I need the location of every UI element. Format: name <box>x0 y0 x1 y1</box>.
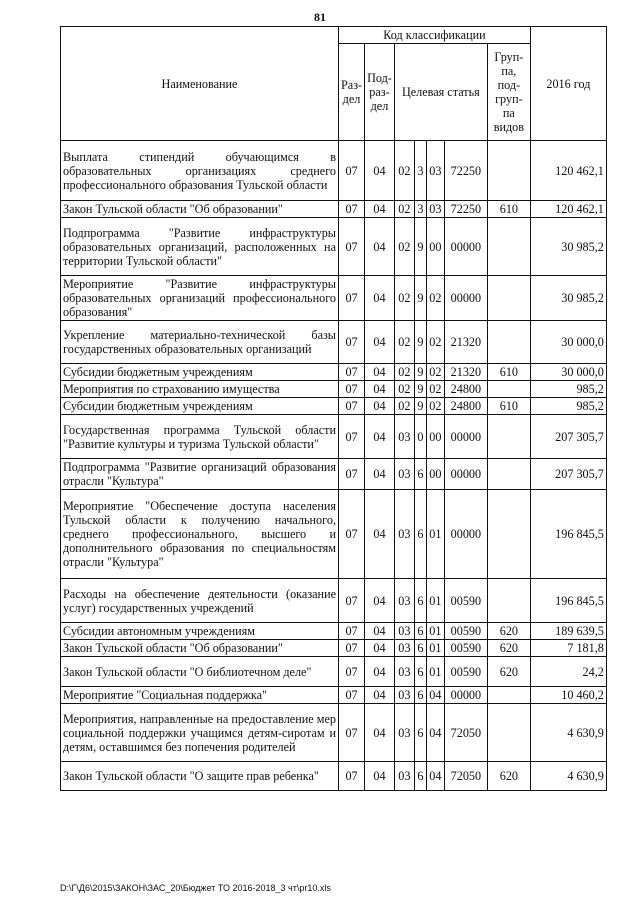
target-event: 00 <box>426 218 444 276</box>
target-event: 02 <box>426 276 444 321</box>
target-subprogram: 6 <box>414 762 426 791</box>
row-name: Закон Тульской области "О защите прав ребенка" <box>61 762 339 791</box>
table-row <box>61 398 607 415</box>
target-program: 03 <box>394 704 414 762</box>
target-subprogram: 9 <box>414 276 426 321</box>
expense-group <box>487 687 530 704</box>
target-subprogram: 9 <box>414 321 426 364</box>
section-code: 07 <box>339 623 365 640</box>
subsection-code: 04 <box>365 364 395 381</box>
target-direction: 72050 <box>444 704 487 762</box>
amount-2016: 30 985,2 <box>530 276 606 321</box>
target-event: 03 <box>426 141 444 201</box>
target-subprogram: 9 <box>414 218 426 276</box>
page-number: 81 <box>314 10 326 24</box>
table-row <box>61 579 607 623</box>
budget-table <box>60 26 607 791</box>
amount-2016: 207 305,7 <box>530 415 606 459</box>
target-direction: 00000 <box>444 459 487 490</box>
row-name: Мероприятия, направленные на предоставление мер социальной поддержки учащимся детям-сиротам и детям, оставшимся без попечения родителей <box>61 704 339 762</box>
table-row <box>61 381 607 398</box>
section-code: 07 <box>339 321 365 364</box>
table-row <box>61 640 607 657</box>
table-row <box>61 201 607 218</box>
amount-2016: 189 639,5 <box>530 623 606 640</box>
target-program: 02 <box>394 381 414 398</box>
target-program: 02 <box>394 321 414 364</box>
target-direction: 00000 <box>444 490 487 579</box>
target-program: 02 <box>394 276 414 321</box>
target-direction: 24800 <box>444 398 487 415</box>
amount-2016: 10 460,2 <box>530 687 606 704</box>
expense-group <box>487 141 530 201</box>
row-name: Мероприятие "Обеспечение доступа населения Тульской области к получению начального, среднего профессионального, высшего и дополнительного образования по специальностям отрасли "Культура" <box>61 490 339 579</box>
row-name: Закон Тульской области "О библиотечном деле" <box>61 657 339 687</box>
target-event: 01 <box>426 640 444 657</box>
section-code: 07 <box>339 218 365 276</box>
subsection-code: 04 <box>365 579 395 623</box>
subsection-code: 04 <box>365 141 395 201</box>
header-name: Наименование <box>61 27 339 141</box>
target-program: 02 <box>394 218 414 276</box>
target-program: 03 <box>394 459 414 490</box>
expense-group: 610 <box>487 398 530 415</box>
target-subprogram: 3 <box>414 201 426 218</box>
target-subprogram: 6 <box>414 704 426 762</box>
amount-2016: 120 462,1 <box>530 201 606 218</box>
target-program: 03 <box>394 490 414 579</box>
table-row <box>61 459 607 490</box>
target-event: 04 <box>426 762 444 791</box>
target-direction: 00590 <box>444 657 487 687</box>
subsection-code: 04 <box>365 398 395 415</box>
row-name: Выплата стипендий обучающимся в образовательных организациях среднего профессионального образования Тульской области <box>61 141 339 201</box>
target-event: 02 <box>426 381 444 398</box>
amount-2016: 30 000,0 <box>530 364 606 381</box>
target-program: 02 <box>394 201 414 218</box>
target-program: 03 <box>394 687 414 704</box>
subsection-code: 04 <box>365 490 395 579</box>
target-direction: 00590 <box>444 623 487 640</box>
target-subprogram: 9 <box>414 364 426 381</box>
subsection-code: 04 <box>365 687 395 704</box>
row-name: Закон Тульской области "Об образовании" <box>61 640 339 657</box>
target-event: 02 <box>426 364 444 381</box>
subsection-code: 04 <box>365 415 395 459</box>
target-program: 02 <box>394 364 414 381</box>
section-code: 07 <box>339 381 365 398</box>
expense-group <box>487 276 530 321</box>
amount-2016: 4 630,9 <box>530 762 606 791</box>
section-code: 07 <box>339 704 365 762</box>
table-row <box>61 276 607 321</box>
table-row <box>61 657 607 687</box>
amount-2016: 7 181,8 <box>530 640 606 657</box>
section-code: 07 <box>339 201 365 218</box>
table-row <box>61 218 607 276</box>
target-program: 02 <box>394 398 414 415</box>
expense-group <box>487 321 530 364</box>
target-program: 03 <box>394 657 414 687</box>
target-event: 03 <box>426 201 444 218</box>
section-code: 07 <box>339 364 365 381</box>
target-direction: 21320 <box>444 364 487 381</box>
table-row <box>61 490 607 579</box>
amount-2016: 120 462,1 <box>530 141 606 201</box>
expense-group <box>487 218 530 276</box>
expense-group: 620 <box>487 623 530 640</box>
header-subsection: Под- раз- дел <box>365 44 395 141</box>
subsection-code: 04 <box>365 459 395 490</box>
table-row <box>61 364 607 381</box>
target-program: 03 <box>394 640 414 657</box>
row-name: Подпрограмма "Развитие инфраструктуры образовательных организаций, расположенных на территории Тульской области" <box>61 218 339 276</box>
amount-2016: 985,2 <box>530 398 606 415</box>
section-code: 07 <box>339 490 365 579</box>
target-direction: 00000 <box>444 276 487 321</box>
amount-2016: 30 985,2 <box>530 218 606 276</box>
target-subprogram: 9 <box>414 398 426 415</box>
expense-group <box>487 579 530 623</box>
target-subprogram: 6 <box>414 657 426 687</box>
target-subprogram: 6 <box>414 490 426 579</box>
row-name: Субсидии бюджетным учреждениям <box>61 398 339 415</box>
subsection-code: 04 <box>365 657 395 687</box>
target-event: 01 <box>426 657 444 687</box>
expense-group <box>487 704 530 762</box>
subsection-code: 04 <box>365 704 395 762</box>
target-subprogram: 6 <box>414 640 426 657</box>
target-direction: 72250 <box>444 141 487 201</box>
target-subprogram: 3 <box>414 141 426 201</box>
row-name: Субсидии бюджетным учреждениям <box>61 364 339 381</box>
target-event: 02 <box>426 321 444 364</box>
target-direction: 72050 <box>444 762 487 791</box>
target-program: 03 <box>394 415 414 459</box>
row-name: Субсидии автономным учреждениям <box>61 623 339 640</box>
subsection-code: 04 <box>365 640 395 657</box>
target-subprogram: 6 <box>414 687 426 704</box>
target-event: 04 <box>426 687 444 704</box>
target-subprogram: 6 <box>414 459 426 490</box>
target-event: 00 <box>426 415 444 459</box>
target-program: 03 <box>394 762 414 791</box>
target-event: 01 <box>426 490 444 579</box>
expense-group: 610 <box>487 201 530 218</box>
section-code: 07 <box>339 459 365 490</box>
header-code: Код классификации <box>339 27 531 44</box>
amount-2016: 4 630,9 <box>530 704 606 762</box>
header-group: Груп- па, под- груп- па видов <box>487 44 530 141</box>
target-direction: 00590 <box>444 579 487 623</box>
section-code: 07 <box>339 657 365 687</box>
section-code: 07 <box>339 276 365 321</box>
header-row <box>61 27 607 44</box>
subsection-code: 04 <box>365 276 395 321</box>
table-row <box>61 687 607 704</box>
row-name: Мероприятие "Социальная поддержка" <box>61 687 339 704</box>
row-name: Мероприятия по страхованию имущества <box>61 381 339 398</box>
section-code: 07 <box>339 579 365 623</box>
target-event: 02 <box>426 398 444 415</box>
expense-group <box>487 490 530 579</box>
row-name: Укрепление материально-технической базы государственных образовательных организаций <box>61 321 339 364</box>
header-year: 2016 год <box>530 27 606 141</box>
target-subprogram: 6 <box>414 623 426 640</box>
section-code: 07 <box>339 640 365 657</box>
amount-2016: 985,2 <box>530 381 606 398</box>
target-event: 01 <box>426 623 444 640</box>
amount-2016: 196 845,5 <box>530 490 606 579</box>
section-code: 07 <box>339 398 365 415</box>
amount-2016: 207 305,7 <box>530 459 606 490</box>
table-row <box>61 141 607 201</box>
row-name: Государственная программа Тульской области "Развитие культуры и туризма Тульской области" <box>61 415 339 459</box>
target-direction: 00000 <box>444 415 487 459</box>
section-code: 07 <box>339 415 365 459</box>
section-code: 07 <box>339 762 365 791</box>
expense-group <box>487 381 530 398</box>
target-subprogram: 9 <box>414 381 426 398</box>
amount-2016: 30 000,0 <box>530 321 606 364</box>
target-direction: 00590 <box>444 640 487 657</box>
target-direction: 00000 <box>444 687 487 704</box>
row-name: Закон Тульской области "Об образовании" <box>61 201 339 218</box>
expense-group: 620 <box>487 657 530 687</box>
subsection-code: 04 <box>365 201 395 218</box>
header-section: Раз- дел <box>339 44 365 141</box>
amount-2016: 24,2 <box>530 657 606 687</box>
table-row <box>61 623 607 640</box>
expense-group <box>487 415 530 459</box>
target-subprogram: 6 <box>414 579 426 623</box>
file-path-footer: D:\Г\Д6\2015\ЗАКОН\ЗАС_20\Бюджет ТО 2016-2018_3 чт\pr10.xls <box>60 883 331 893</box>
target-direction: 24800 <box>444 381 487 398</box>
expense-group: 620 <box>487 762 530 791</box>
target-program: 03 <box>394 579 414 623</box>
subsection-code: 04 <box>365 321 395 364</box>
table-row <box>61 704 607 762</box>
target-direction: 00000 <box>444 218 487 276</box>
expense-group: 610 <box>487 364 530 381</box>
row-name: Мероприятие "Развитие инфраструктуры образовательных организаций профессионального образования" <box>61 276 339 321</box>
target-direction: 72250 <box>444 201 487 218</box>
target-subprogram: 0 <box>414 415 426 459</box>
header-target: Целевая статья <box>394 44 487 141</box>
expense-group: 620 <box>487 640 530 657</box>
expense-group <box>487 459 530 490</box>
amount-2016: 196 845,5 <box>530 579 606 623</box>
target-program: 02 <box>394 141 414 201</box>
table-row <box>61 762 607 791</box>
subsection-code: 04 <box>365 381 395 398</box>
row-name: Расходы на обеспечение деятельности (оказание услуг) государственных учреждений <box>61 579 339 623</box>
row-name: Подпрограмма "Развитие организаций образования отрасли "Культура" <box>61 459 339 490</box>
subsection-code: 04 <box>365 218 395 276</box>
subsection-code: 04 <box>365 623 395 640</box>
table-row <box>61 321 607 364</box>
table-row <box>61 415 607 459</box>
target-direction: 21320 <box>444 321 487 364</box>
target-program: 03 <box>394 623 414 640</box>
subsection-code: 04 <box>365 762 395 791</box>
target-event: 01 <box>426 579 444 623</box>
target-event: 04 <box>426 704 444 762</box>
section-code: 07 <box>339 141 365 201</box>
section-code: 07 <box>339 687 365 704</box>
target-event: 00 <box>426 459 444 490</box>
